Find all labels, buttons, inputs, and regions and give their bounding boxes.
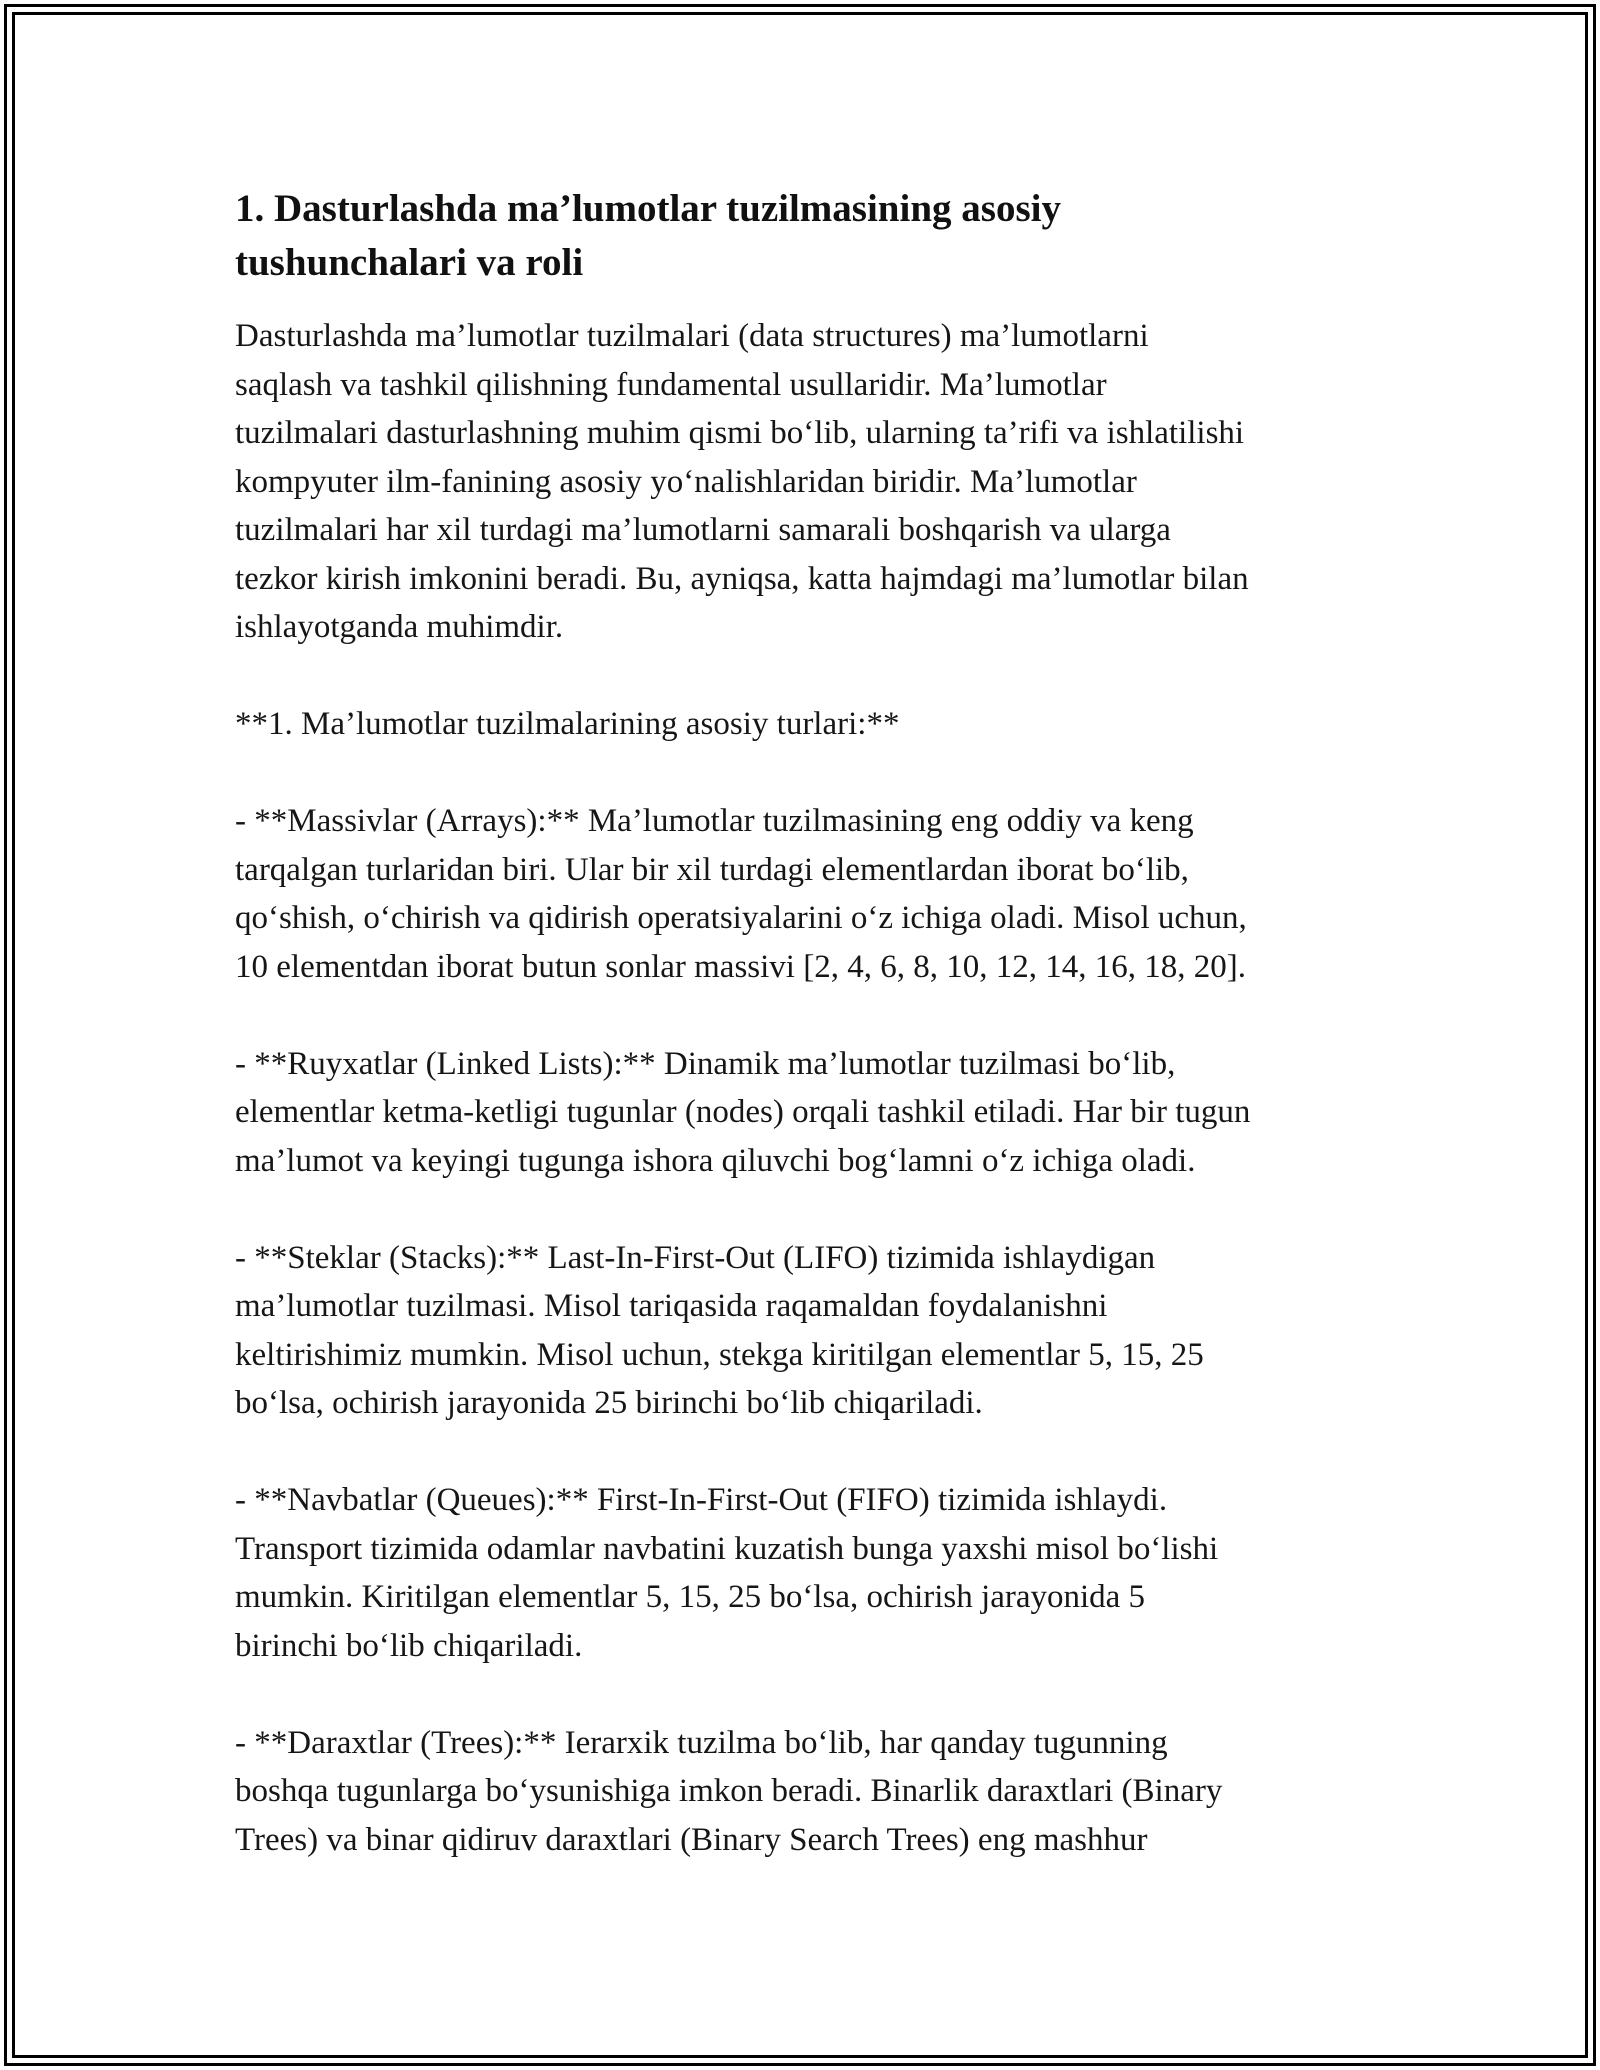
trees-paragraph [235, 1719, 1375, 1865]
paragraph-line: **1. Ma’lumotlar tuzilmalarining asosiy turlari:** [235, 706, 900, 742]
paragraph-line: elementlar ketma-ketligi tugunlar (nodes) orqali tashkil etiladi. Har bir tugun [235, 1094, 1251, 1130]
heading-line: tushunchalari va roli [235, 241, 584, 284]
paragraph-line: ma’lumot va keyingi tugunga ishora qiluvchi bog‘lamni o‘z ichiga oladi. [235, 1142, 1196, 1179]
paragraph-line: tezkor kirish imkonini beradi. Bu, ayniqsa, katta hajmdagi ma’lumotlar bilan [235, 560, 1249, 597]
paragraph-line: birinchi bo‘lib chiqariladi. [235, 1627, 583, 1664]
paragraph-line: Dasturlashda ma’lumotlar tuzilmalari (data structures) ma’lumotlarni [235, 318, 1149, 354]
paragraph-line: mumkin. Kiritilgan elementlar 5, 15, 25 bo‘lsa, ochirish jarayonida 5 [235, 1579, 1146, 1615]
paragraph-line: - **Daraxtlar (Trees):** Ierarxik tuzilma bo‘lib, har qanday tugunning [235, 1724, 1168, 1761]
paragraph-line: boshqa tugunlarga bo‘ysunishiga imkon beradi. Binarlik daraxtlari (Binary [235, 1773, 1223, 1809]
paragraph-line: 10 elementdan iborat butun sonlar massivi [2, 4, 6, 8, 10, 12, 14, 16, 18, 20]. [235, 948, 1246, 985]
arrays-paragraph [235, 797, 1375, 991]
intro-paragraph [235, 312, 1375, 652]
paragraph-line: - **Steklar (Stacks):** Last-In-First-Out (LIFO) tizimida ishlaydigan [235, 1239, 1156, 1276]
paragraph-line: bo‘lsa, ochirish jarayonida 25 birinchi bo‘lib chiqariladi. [235, 1385, 983, 1421]
paragraph-line: Transport tizimida odamlar navbatini kuzatish bunga yaxshi misol bo‘lishi [235, 1530, 1219, 1567]
paragraph-line: Trees) va binar qidiruv daraxtlari (Binary Search Trees) eng mashhur [235, 1821, 1148, 1858]
paragraph-line: keltirishimiz mumkin. Misol uchun, stekga kiritilgan elementlar 5, 15, 25 [235, 1336, 1204, 1373]
paragraph-line: tarqalgan turlaridan biri. Ular bir xil turdagi elementlardan iborat bo‘lib, [235, 851, 1189, 888]
paragraph-line: - **Ruyxatlar (Linked Lists):** Dinamik ma’lumotlar tuzilmasi bo‘lib, [235, 1045, 1176, 1082]
paragraph-line: kompyuter ilm-fanining asosiy yo‘nalishlaridan biridir. Ma’lumotlar [235, 463, 1137, 500]
linked-lists-paragraph [235, 1040, 1375, 1186]
paragraph-line: tuzilmalari har xil turdagi ma’lumotlarni samarali boshqarish va ularga [235, 512, 1171, 548]
paragraph-line: tuzilmalari dasturlashning muhim qismi bo‘lib, ularning ta’rifi va ishlatilishi [235, 415, 1245, 451]
paragraph-line: saqlash va tashkil qilishning fundamental usullaridir. Ma’lumotlar [235, 366, 1107, 403]
paragraph-line: qo‘shish, o‘chirish va qidirish operatsiyalarini o‘z ichiga oladi. Misol uchun, [235, 900, 1247, 936]
paragraph-line: - **Navbatlar (Queues):** First-In-First-Out (FIFO) tizimida ishlaydi. [235, 1482, 1168, 1518]
stacks-paragraph [235, 1234, 1375, 1428]
heading-line: 1. Dasturlashda ma’lumotlar tuzilmasining asosiy [235, 187, 1061, 230]
paragraph-line: ma’lumotlar tuzilmasi. Misol tariqasida raqamaldan foydalanishni [235, 1288, 1108, 1324]
queues-paragraph [235, 1476, 1375, 1670]
types-subheading [235, 700, 1375, 749]
paragraph-line: - **Massivlar (Arrays):** Ma’lumotlar tuzilmasining eng oddiy va keng [235, 803, 1194, 839]
paragraph-line: ishlayotganda muhimdir. [235, 609, 564, 645]
section-heading [235, 182, 1375, 290]
document-body [235, 182, 1375, 1913]
